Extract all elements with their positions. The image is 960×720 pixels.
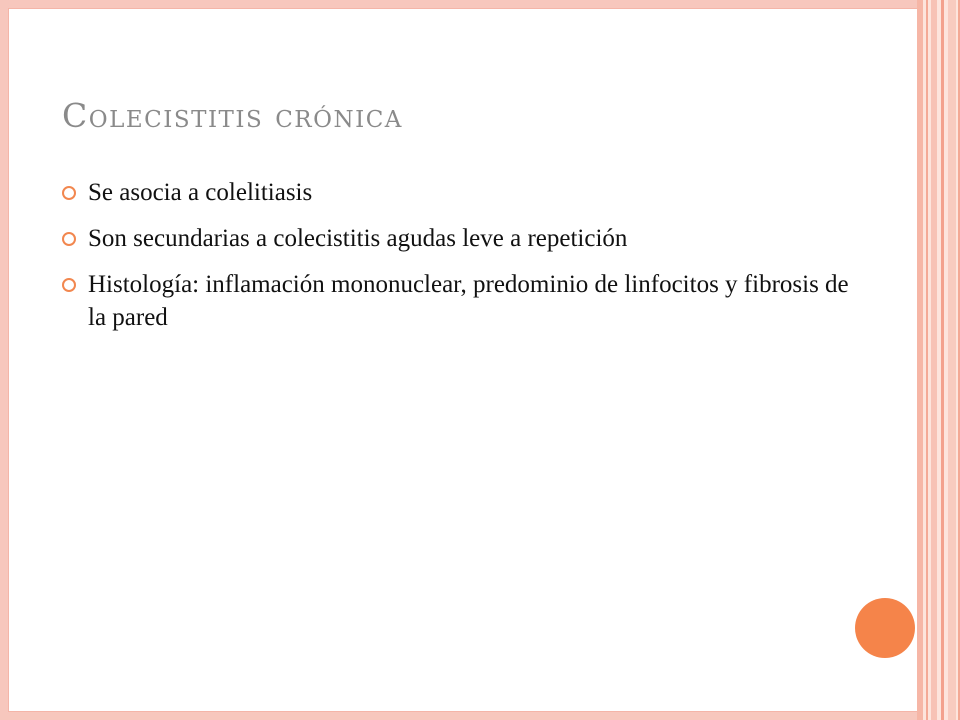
orange-circle-decoration: [855, 598, 915, 658]
stripe: [948, 0, 956, 720]
slide-title: Colecistitis crónica: [62, 96, 403, 135]
bullet-text: Se asocia a colelitiasis: [88, 179, 313, 206]
hollow-circle-bullet-icon: [62, 278, 76, 292]
bullet-item: [62, 222, 862, 255]
stripe: [941, 0, 944, 720]
bullet-text: Histología: inflamación mononuclear, predominio de linfocitos y fibrosis de la pared: [88, 271, 849, 331]
stripe: [931, 0, 937, 720]
right-stripe-decoration: [917, 0, 960, 720]
stripe: [926, 0, 928, 720]
bullet-text: Son secundarias a colecistitis agudas leve a repetición: [88, 225, 628, 252]
bullet-item: [62, 268, 862, 334]
stripe: [917, 0, 923, 720]
hollow-circle-bullet-icon: [62, 186, 76, 200]
bullet-item: [62, 176, 862, 209]
hollow-circle-bullet-icon: [62, 232, 76, 246]
bullet-list: [62, 176, 862, 347]
